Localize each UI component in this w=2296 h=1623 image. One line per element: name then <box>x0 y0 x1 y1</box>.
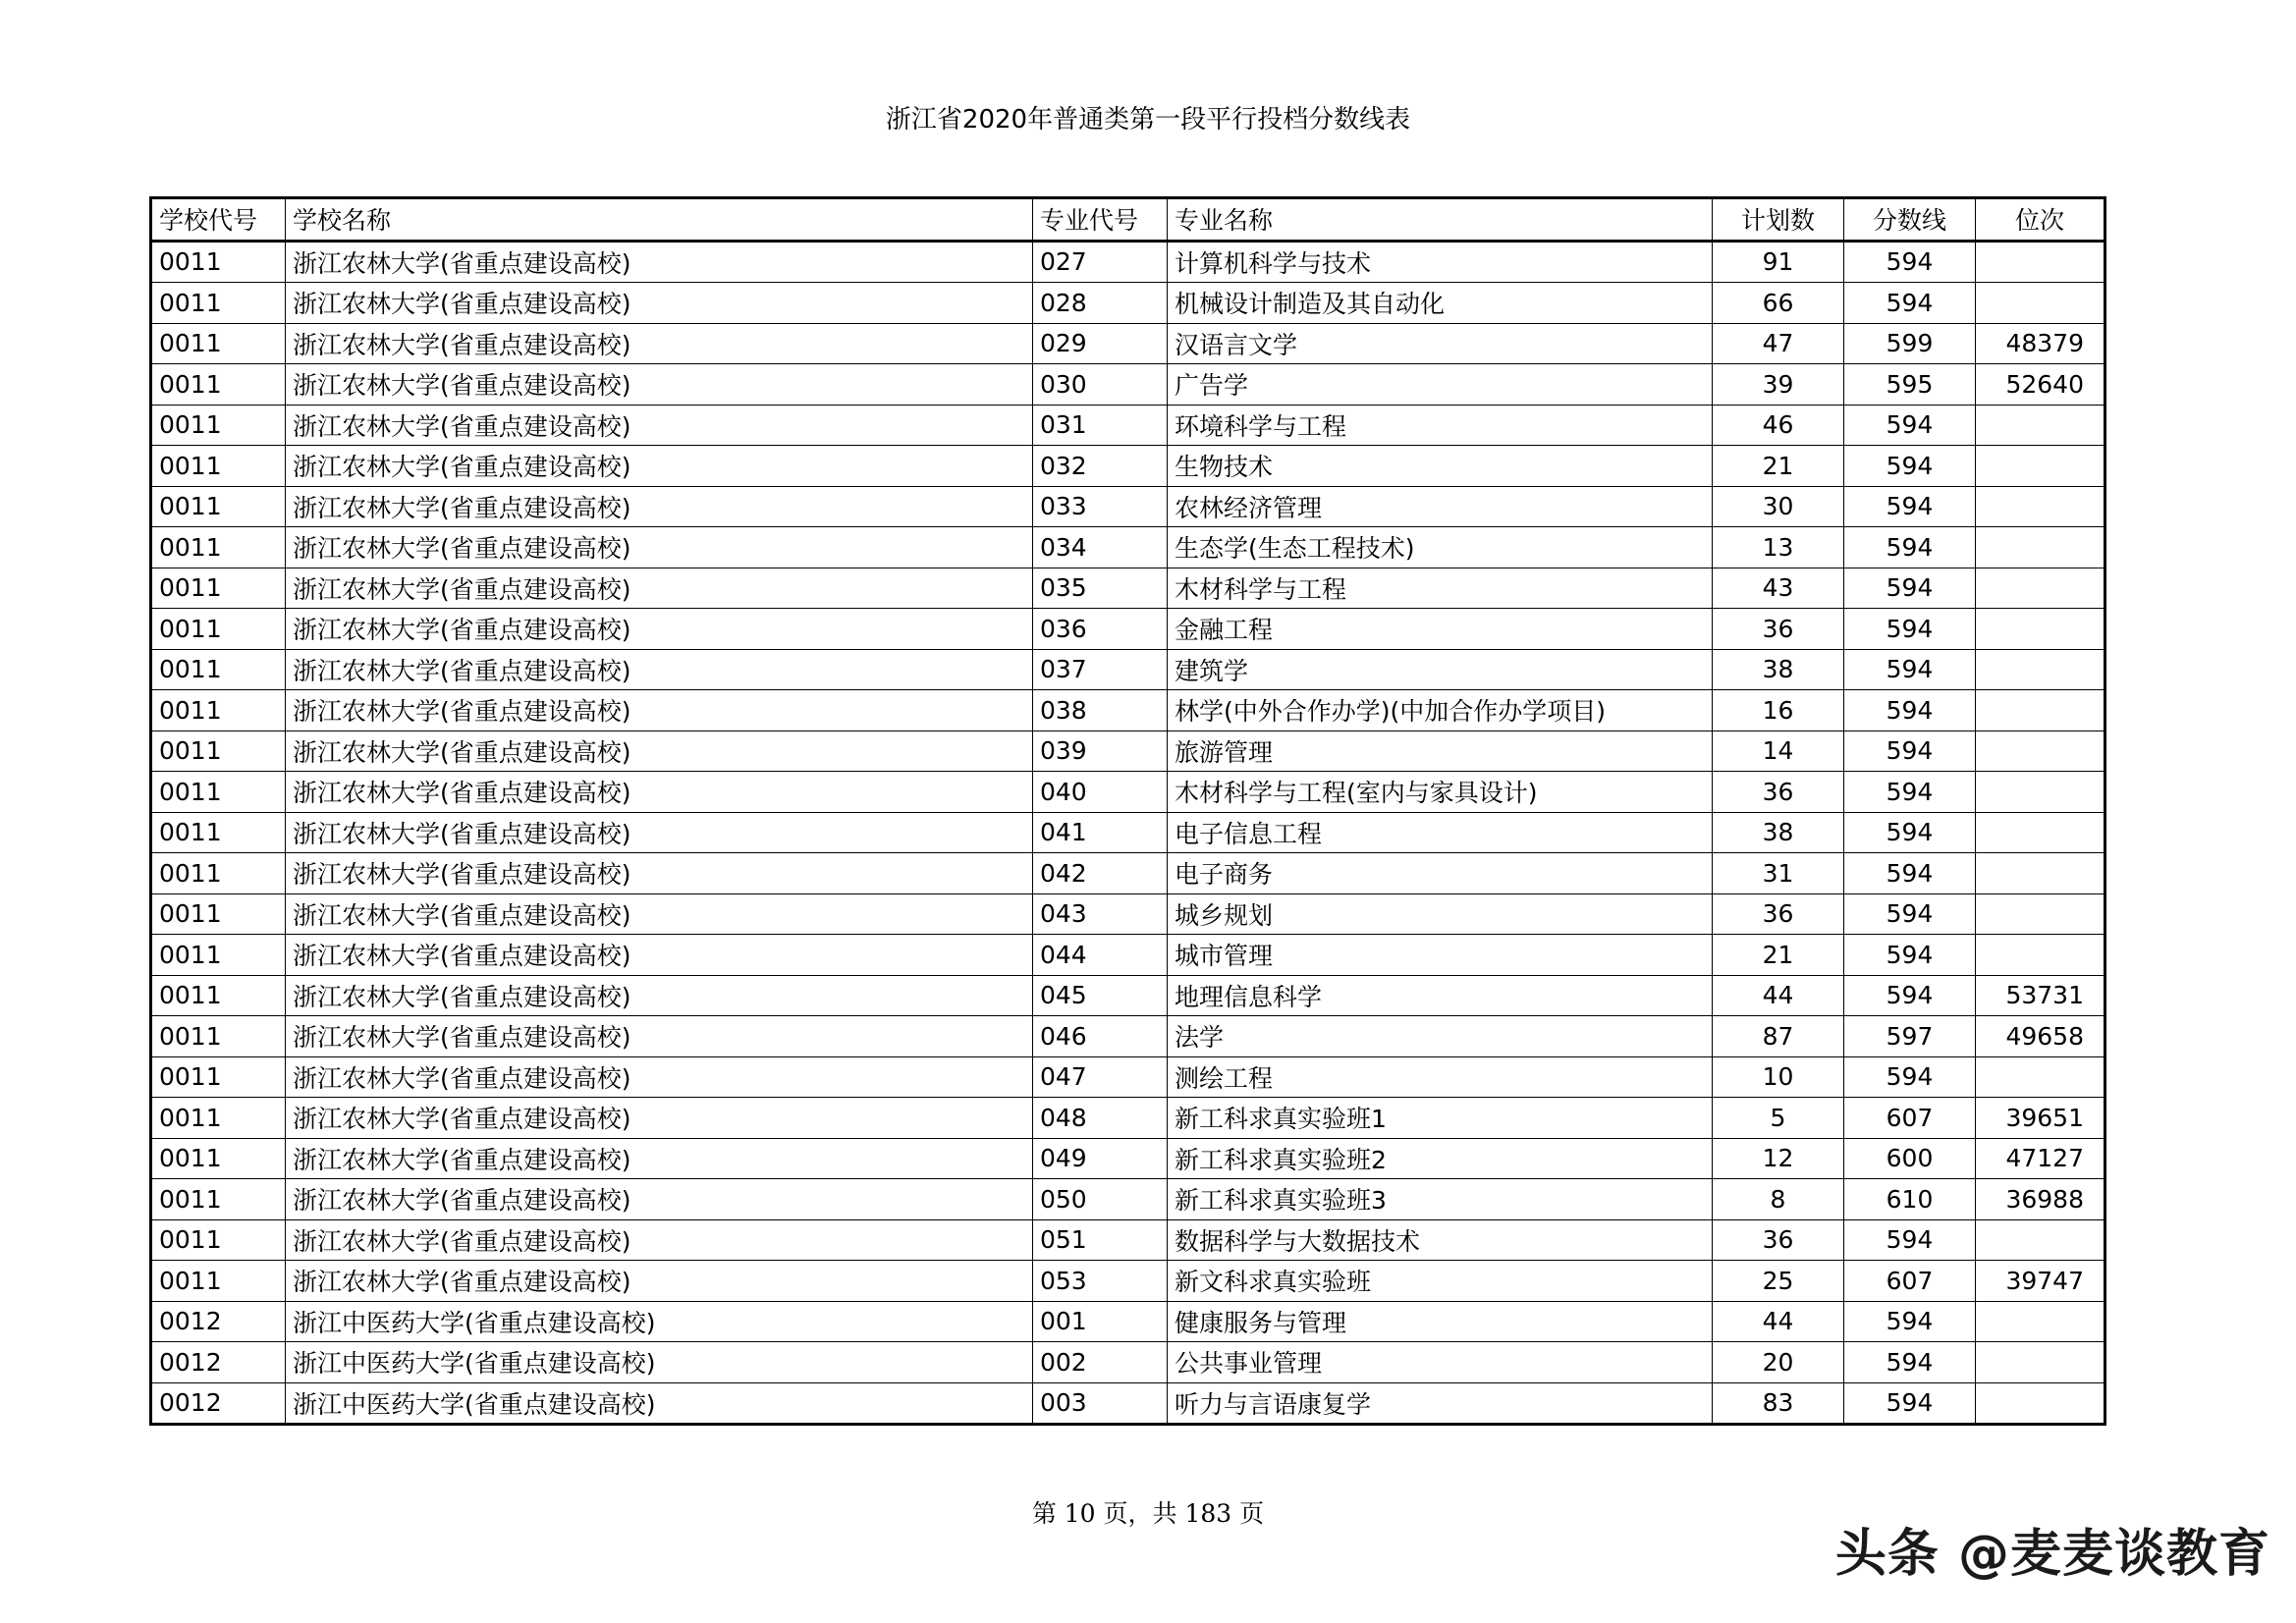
table-row <box>151 893 2105 935</box>
cell-plan: 36 <box>1713 609 1844 650</box>
cell-school-name: 浙江农林大学(省重点建设高校) <box>286 1261 1033 1302</box>
cell-school-name: 浙江农林大学(省重点建设高校) <box>286 241 1033 283</box>
cell-major-name: 金融工程 <box>1168 609 1713 650</box>
header-school-name: 学校名称 <box>286 198 1033 242</box>
cell-score: 594 <box>1844 405 1976 446</box>
cell-school-name: 浙江农林大学(省重点建设高校) <box>286 283 1033 324</box>
cell-rank <box>1976 486 2105 527</box>
cell-school-code: 0011 <box>151 405 286 446</box>
cell-score: 594 <box>1844 241 1976 283</box>
cell-school-code: 0011 <box>151 975 286 1016</box>
cell-school-name: 浙江中医药大学(省重点建设高校) <box>286 1382 1033 1425</box>
cell-score: 594 <box>1844 609 1976 650</box>
cell-school-code: 0011 <box>151 1138 286 1179</box>
cell-rank: 47127 <box>1976 1138 2105 1179</box>
cell-score: 607 <box>1844 1098 1976 1139</box>
cell-score: 594 <box>1844 568 1976 609</box>
table-row <box>151 364 2105 406</box>
cell-school-name: 浙江农林大学(省重点建设高校) <box>286 935 1033 976</box>
cell-rank <box>1976 893 2105 935</box>
cell-score: 610 <box>1844 1179 1976 1220</box>
cell-major-code: 034 <box>1033 527 1168 568</box>
cell-rank <box>1976 1056 2105 1098</box>
table-row <box>151 1056 2105 1098</box>
cell-plan: 91 <box>1713 241 1844 283</box>
cell-plan: 14 <box>1713 730 1844 772</box>
cell-major-name: 林学(中外合作办学)(中加合作办学项目) <box>1168 690 1713 731</box>
cell-major-name: 公共事业管理 <box>1168 1342 1713 1383</box>
cell-major-name: 生态学(生态工程技术) <box>1168 527 1713 568</box>
cell-school-code: 0011 <box>151 568 286 609</box>
cell-rank <box>1976 812 2105 853</box>
cell-school-name: 浙江农林大学(省重点建设高校) <box>286 772 1033 813</box>
table-row <box>151 1179 2105 1220</box>
cell-school-name: 浙江农林大学(省重点建设高校) <box>286 446 1033 487</box>
table-row <box>151 609 2105 650</box>
cell-school-code: 0011 <box>151 1098 286 1139</box>
cell-score: 594 <box>1844 730 1976 772</box>
cell-score: 599 <box>1844 323 1976 364</box>
cell-rank <box>1976 730 2105 772</box>
cell-plan: 13 <box>1713 527 1844 568</box>
cell-score: 594 <box>1844 975 1976 1016</box>
cell-major-name: 测绘工程 <box>1168 1056 1713 1098</box>
cell-school-name: 浙江农林大学(省重点建设高校) <box>286 1179 1033 1220</box>
cell-major-code: 030 <box>1033 364 1168 406</box>
cell-plan: 20 <box>1713 1342 1844 1383</box>
cell-score: 597 <box>1844 1016 1976 1057</box>
table-row <box>151 853 2105 894</box>
table-row <box>151 1219 2105 1261</box>
cell-school-code: 0011 <box>151 1056 286 1098</box>
cell-school-name: 浙江农林大学(省重点建设高校) <box>286 1056 1033 1098</box>
cell-school-name: 浙江农林大学(省重点建设高校) <box>286 975 1033 1016</box>
table-row <box>151 772 2105 813</box>
cell-plan: 36 <box>1713 1219 1844 1261</box>
cell-major-code: 032 <box>1033 446 1168 487</box>
cell-school-name: 浙江农林大学(省重点建设高校) <box>286 405 1033 446</box>
cell-major-code: 046 <box>1033 1016 1168 1057</box>
table-row <box>151 568 2105 609</box>
cell-plan: 36 <box>1713 772 1844 813</box>
cell-school-code: 0011 <box>151 690 286 731</box>
cell-school-code: 0011 <box>151 935 286 976</box>
table-row <box>151 649 2105 690</box>
cell-school-code: 0011 <box>151 853 286 894</box>
cell-score: 594 <box>1844 935 1976 976</box>
cell-major-name: 旅游管理 <box>1168 730 1713 772</box>
cell-school-code: 0011 <box>151 649 286 690</box>
cell-rank <box>1976 1342 2105 1383</box>
cell-plan: 8 <box>1713 1179 1844 1220</box>
header-school-code: 学校代号 <box>151 198 286 242</box>
cell-school-name: 浙江农林大学(省重点建设高校) <box>286 364 1033 406</box>
cell-school-name: 浙江农林大学(省重点建设高校) <box>286 527 1033 568</box>
cell-score: 594 <box>1844 690 1976 731</box>
cell-major-name: 新文科求真实验班 <box>1168 1261 1713 1302</box>
table-row <box>151 1301 2105 1342</box>
cell-school-name: 浙江农林大学(省重点建设高校) <box>286 649 1033 690</box>
cell-plan: 36 <box>1713 893 1844 935</box>
cell-major-code: 036 <box>1033 609 1168 650</box>
cell-school-code: 0011 <box>151 812 286 853</box>
cell-score: 594 <box>1844 1056 1976 1098</box>
cell-major-code: 048 <box>1033 1098 1168 1139</box>
cell-score: 594 <box>1844 446 1976 487</box>
cell-plan: 38 <box>1713 812 1844 853</box>
table-row <box>151 241 2105 283</box>
cell-major-name: 环境科学与工程 <box>1168 405 1713 446</box>
cell-school-name: 浙江农林大学(省重点建设高校) <box>286 893 1033 935</box>
cell-school-name: 浙江农林大学(省重点建设高校) <box>286 1219 1033 1261</box>
cell-school-name: 浙江农林大学(省重点建设高校) <box>286 812 1033 853</box>
cell-rank <box>1976 935 2105 976</box>
cell-plan: 31 <box>1713 853 1844 894</box>
cell-plan: 21 <box>1713 935 1844 976</box>
cell-score: 594 <box>1844 893 1976 935</box>
cell-major-name: 木材科学与工程(室内与家具设计) <box>1168 772 1713 813</box>
score-table <box>149 196 2106 1426</box>
table-row <box>151 1382 2105 1425</box>
cell-rank <box>1976 1382 2105 1425</box>
cell-school-name: 浙江中医药大学(省重点建设高校) <box>286 1301 1033 1342</box>
cell-major-name: 数据科学与大数据技术 <box>1168 1219 1713 1261</box>
cell-school-code: 0011 <box>151 446 286 487</box>
cell-school-name: 浙江农林大学(省重点建设高校) <box>286 609 1033 650</box>
cell-plan: 47 <box>1713 323 1844 364</box>
cell-major-name: 农林经济管理 <box>1168 486 1713 527</box>
cell-major-name: 电子信息工程 <box>1168 812 1713 853</box>
cell-major-name: 计算机科学与技术 <box>1168 241 1713 283</box>
table-body <box>151 241 2105 1425</box>
cell-score: 594 <box>1844 1301 1976 1342</box>
cell-school-code: 0012 <box>151 1342 286 1383</box>
table-row <box>151 690 2105 731</box>
cell-school-name: 浙江农林大学(省重点建设高校) <box>286 1098 1033 1139</box>
cell-plan: 5 <box>1713 1098 1844 1139</box>
cell-plan: 46 <box>1713 405 1844 446</box>
cell-school-code: 0011 <box>151 241 286 283</box>
cell-major-name: 建筑学 <box>1168 649 1713 690</box>
cell-school-code: 0011 <box>151 283 286 324</box>
table-row <box>151 1098 2105 1139</box>
cell-major-code: 037 <box>1033 649 1168 690</box>
cell-rank <box>1976 446 2105 487</box>
cell-major-name: 汉语言文学 <box>1168 323 1713 364</box>
cell-school-name: 浙江农林大学(省重点建设高校) <box>286 730 1033 772</box>
cell-plan: 87 <box>1713 1016 1844 1057</box>
cell-score: 594 <box>1844 649 1976 690</box>
cell-major-name: 城市管理 <box>1168 935 1713 976</box>
cell-rank <box>1976 1219 2105 1261</box>
cell-major-name: 健康服务与管理 <box>1168 1301 1713 1342</box>
table-row <box>151 1138 2105 1179</box>
cell-school-code: 0011 <box>151 364 286 406</box>
cell-plan: 38 <box>1713 649 1844 690</box>
cell-score: 595 <box>1844 364 1976 406</box>
cell-major-code: 027 <box>1033 241 1168 283</box>
cell-score: 594 <box>1844 1342 1976 1383</box>
cell-school-name: 浙江农林大学(省重点建设高校) <box>286 323 1033 364</box>
cell-major-code: 045 <box>1033 975 1168 1016</box>
cell-rank: 39651 <box>1976 1098 2105 1139</box>
cell-major-code: 038 <box>1033 690 1168 731</box>
cell-rank: 39747 <box>1976 1261 2105 1302</box>
cell-plan: 25 <box>1713 1261 1844 1302</box>
cell-rank <box>1976 690 2105 731</box>
cell-plan: 44 <box>1713 975 1844 1016</box>
cell-major-code: 001 <box>1033 1301 1168 1342</box>
cell-score: 594 <box>1844 1219 1976 1261</box>
header-score: 分数线 <box>1844 198 1976 242</box>
table-row <box>151 1016 2105 1057</box>
cell-rank <box>1976 283 2105 324</box>
cell-major-code: 039 <box>1033 730 1168 772</box>
cell-major-code: 029 <box>1033 323 1168 364</box>
table-row <box>151 1261 2105 1302</box>
cell-school-name: 浙江农林大学(省重点建设高校) <box>286 1138 1033 1179</box>
cell-plan: 12 <box>1713 1138 1844 1179</box>
header-major-name: 专业名称 <box>1168 198 1713 242</box>
cell-school-code: 0011 <box>151 486 286 527</box>
cell-score: 594 <box>1844 527 1976 568</box>
cell-score: 594 <box>1844 283 1976 324</box>
cell-major-code: 047 <box>1033 1056 1168 1098</box>
cell-school-name: 浙江农林大学(省重点建设高校) <box>286 853 1033 894</box>
page-title: 浙江省2020年普通类第一段平行投档分数线表 <box>885 105 1411 135</box>
cell-major-name: 新工科求真实验班1 <box>1168 1098 1713 1139</box>
watermark: 头条 @麦麦谈教育 <box>1834 1525 2270 1584</box>
cell-score: 594 <box>1844 772 1976 813</box>
cell-major-code: 040 <box>1033 772 1168 813</box>
cell-school-code: 0011 <box>151 323 286 364</box>
cell-major-code: 041 <box>1033 812 1168 853</box>
cell-score: 594 <box>1844 1382 1976 1425</box>
table-row <box>151 935 2105 976</box>
cell-major-name: 新工科求真实验班3 <box>1168 1179 1713 1220</box>
cell-major-name: 法学 <box>1168 1016 1713 1057</box>
cell-school-code: 0012 <box>151 1301 286 1342</box>
header-rank: 位次 <box>1976 198 2105 242</box>
cell-rank <box>1976 241 2105 283</box>
cell-major-code: 050 <box>1033 1179 1168 1220</box>
cell-major-name: 木材科学与工程 <box>1168 568 1713 609</box>
cell-major-code: 003 <box>1033 1382 1168 1425</box>
cell-plan: 30 <box>1713 486 1844 527</box>
cell-plan: 10 <box>1713 1056 1844 1098</box>
cell-plan: 21 <box>1713 446 1844 487</box>
cell-school-code: 0011 <box>151 609 286 650</box>
cell-major-code: 002 <box>1033 1342 1168 1383</box>
cell-school-code: 0011 <box>151 1219 286 1261</box>
cell-rank <box>1976 609 2105 650</box>
cell-rank <box>1976 853 2105 894</box>
cell-major-name: 广告学 <box>1168 364 1713 406</box>
table-row <box>151 323 2105 364</box>
cell-plan: 39 <box>1713 364 1844 406</box>
table-row <box>151 283 2105 324</box>
cell-rank <box>1976 568 2105 609</box>
table-row <box>151 527 2105 568</box>
cell-score: 594 <box>1844 812 1976 853</box>
cell-rank <box>1976 527 2105 568</box>
table-row <box>151 812 2105 853</box>
cell-score: 600 <box>1844 1138 1976 1179</box>
cell-plan: 83 <box>1713 1382 1844 1425</box>
cell-major-name: 听力与言语康复学 <box>1168 1382 1713 1425</box>
cell-score: 607 <box>1844 1261 1976 1302</box>
cell-plan: 43 <box>1713 568 1844 609</box>
cell-school-code: 0011 <box>151 772 286 813</box>
cell-school-name: 浙江中医药大学(省重点建设高校) <box>286 1342 1033 1383</box>
cell-major-code: 044 <box>1033 935 1168 976</box>
cell-major-name: 生物技术 <box>1168 446 1713 487</box>
cell-school-code: 0011 <box>151 893 286 935</box>
cell-school-code: 0012 <box>151 1382 286 1425</box>
cell-score: 594 <box>1844 853 1976 894</box>
cell-school-code: 0011 <box>151 730 286 772</box>
table-row <box>151 1342 2105 1383</box>
cell-major-code: 051 <box>1033 1219 1168 1261</box>
cell-rank: 52640 <box>1976 364 2105 406</box>
cell-major-code: 035 <box>1033 568 1168 609</box>
cell-major-code: 049 <box>1033 1138 1168 1179</box>
table-row <box>151 446 2105 487</box>
cell-major-code: 033 <box>1033 486 1168 527</box>
cell-plan: 44 <box>1713 1301 1844 1342</box>
page-footer: 第 10 页，共 183 页 <box>1031 1499 1265 1528</box>
cell-rank: 48379 <box>1976 323 2105 364</box>
cell-score: 594 <box>1844 486 1976 527</box>
cell-major-code: 028 <box>1033 283 1168 324</box>
header-plan: 计划数 <box>1713 198 1844 242</box>
cell-school-code: 0011 <box>151 1016 286 1057</box>
cell-rank <box>1976 405 2105 446</box>
cell-plan: 66 <box>1713 283 1844 324</box>
table-row <box>151 405 2105 446</box>
cell-major-code: 042 <box>1033 853 1168 894</box>
cell-rank: 36988 <box>1976 1179 2105 1220</box>
cell-rank: 53731 <box>1976 975 2105 1016</box>
cell-rank <box>1976 649 2105 690</box>
table-header-row <box>151 198 2105 242</box>
cell-major-code: 053 <box>1033 1261 1168 1302</box>
cell-school-name: 浙江农林大学(省重点建设高校) <box>286 690 1033 731</box>
table-row <box>151 975 2105 1016</box>
cell-school-code: 0011 <box>151 1179 286 1220</box>
cell-major-code: 031 <box>1033 405 1168 446</box>
cell-major-name: 城乡规划 <box>1168 893 1713 935</box>
cell-school-name: 浙江农林大学(省重点建设高校) <box>286 568 1033 609</box>
cell-major-name: 电子商务 <box>1168 853 1713 894</box>
cell-school-code: 0011 <box>151 527 286 568</box>
header-major-code: 专业代号 <box>1033 198 1168 242</box>
cell-major-name: 新工科求真实验班2 <box>1168 1138 1713 1179</box>
cell-rank <box>1976 772 2105 813</box>
cell-school-name: 浙江农林大学(省重点建设高校) <box>286 1016 1033 1057</box>
table-row <box>151 730 2105 772</box>
cell-rank: 49658 <box>1976 1016 2105 1057</box>
cell-plan: 16 <box>1713 690 1844 731</box>
cell-rank <box>1976 1301 2105 1342</box>
cell-school-code: 0011 <box>151 1261 286 1302</box>
cell-major-code: 043 <box>1033 893 1168 935</box>
table-row <box>151 486 2105 527</box>
cell-school-name: 浙江农林大学(省重点建设高校) <box>286 486 1033 527</box>
cell-major-name: 机械设计制造及其自动化 <box>1168 283 1713 324</box>
cell-major-name: 地理信息科学 <box>1168 975 1713 1016</box>
